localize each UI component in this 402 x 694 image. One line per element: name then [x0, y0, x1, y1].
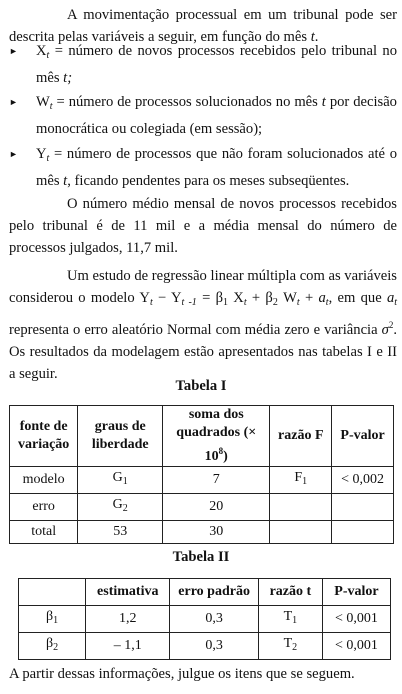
para3-sigma: σ: [381, 322, 389, 338]
bullet-y-t: t: [63, 173, 68, 189]
var-w: W: [36, 94, 50, 110]
table-2: [18, 578, 391, 660]
bullet-w-text: = número de processos solucionados no mês: [56, 94, 318, 110]
table-row: $\beta_1$ 1,2 0,3 $T_1$ < 0,001: [19, 606, 391, 633]
bullet-marker-icon: ►: [9, 149, 18, 159]
bullet-w-t: t: [321, 94, 326, 110]
table-row: total 53 30: [10, 521, 394, 544]
para3-rest: representa o erro aleatório Normal com média zero e variância: [9, 322, 378, 338]
table-1: [9, 405, 394, 544]
table-row: erro $G_2$ 20: [10, 494, 394, 521]
bullet-w-text2: por decisão monocrática ou colegiada (em sessão);: [36, 94, 397, 137]
bullet-marker-icon: ►: [9, 97, 18, 107]
bullet-marker-icon: ►: [9, 46, 18, 56]
bullet-y-text: = número de processos que não foram solucionados até o mês: [36, 146, 397, 189]
regression-formula: $Y_t - Y_{t -1} = \beta_1$ $X_t + \beta_2$ $W_t + a_t$: [139, 290, 329, 308]
para3-end: . Os resultados da modelagem estão apresentados nas tabelas I e II a seguir.: [9, 322, 397, 382]
var-y: Y: [36, 146, 47, 162]
bullet-x-text: = número de novos processos recebidos pelo tribunal no mês: [36, 43, 397, 86]
paragraph-2: O número médio mensal de novos processos recebidos pelo tribunal é de 11 mil e a média mensal do número de processos julgados, 11,7 mil.: [9, 196, 397, 256]
closing-text: A partir dessas informações, julgue os itens que se seguem.: [9, 666, 355, 682]
t2-header-estimativa: estimativa: [86, 579, 170, 606]
t2-header-erro: erro padrão: [170, 579, 258, 606]
t2-header-razao: razão t: [258, 579, 322, 606]
intro-t: t: [310, 29, 315, 45]
intro-text: A movimentação processual em um tribunal pode ser descrita pelas variáveis a seguir, em função do mês: [9, 7, 397, 45]
t1-header-soma: soma dos quadrados (× $10^8$): [163, 406, 270, 467]
paragraph-3: Um estudo de regressão linear múltipla com as variáveis considerou o modelo $Y_t - Y_{t -1} = \beta_1$ $X_t + \beta_2$ $W_t + a_t$, em que $a_t$ representa o erro aleatório Normal com média zero e variância $\sigma^2$. Os resultados da modelagem estão apresentados nas tabelas I e II a seguir.: [9, 268, 398, 382]
table-row: $\beta_2$ – 1,1 0,3 $T_2$ < 0,001: [19, 633, 391, 660]
para3-mid: , em que: [328, 290, 382, 306]
t1-header-pvalor: P-valor: [332, 406, 394, 467]
table1-caption: Tabela I: [175, 378, 227, 394]
bullet-x-tail: t;: [63, 70, 73, 86]
intro-paragraph: A movimentação processual em um tribunal pode ser descrita pelas variáveis a seguir, em função do mês t.: [9, 7, 397, 45]
t1-header-razao: razão F: [270, 406, 332, 467]
t1-header-fonte: fonte de variação: [10, 406, 78, 467]
t1-header-graus: graus de liberdade: [78, 406, 163, 467]
para3-start: Um estudo de regressão linear múltipla com as variáveis considerou o modelo: [9, 268, 397, 306]
table-row: modelo $G_1$ 7 $F_1$ < 0,002: [10, 467, 394, 494]
bullet-y-text2: , ficando pendentes para os meses subseqüentes.: [67, 173, 350, 189]
t2-header-pvalor: P-valor: [322, 579, 390, 606]
para3-a: a: [386, 290, 395, 306]
table2-caption: Tabela II: [172, 549, 230, 565]
var-x: X: [36, 43, 47, 59]
